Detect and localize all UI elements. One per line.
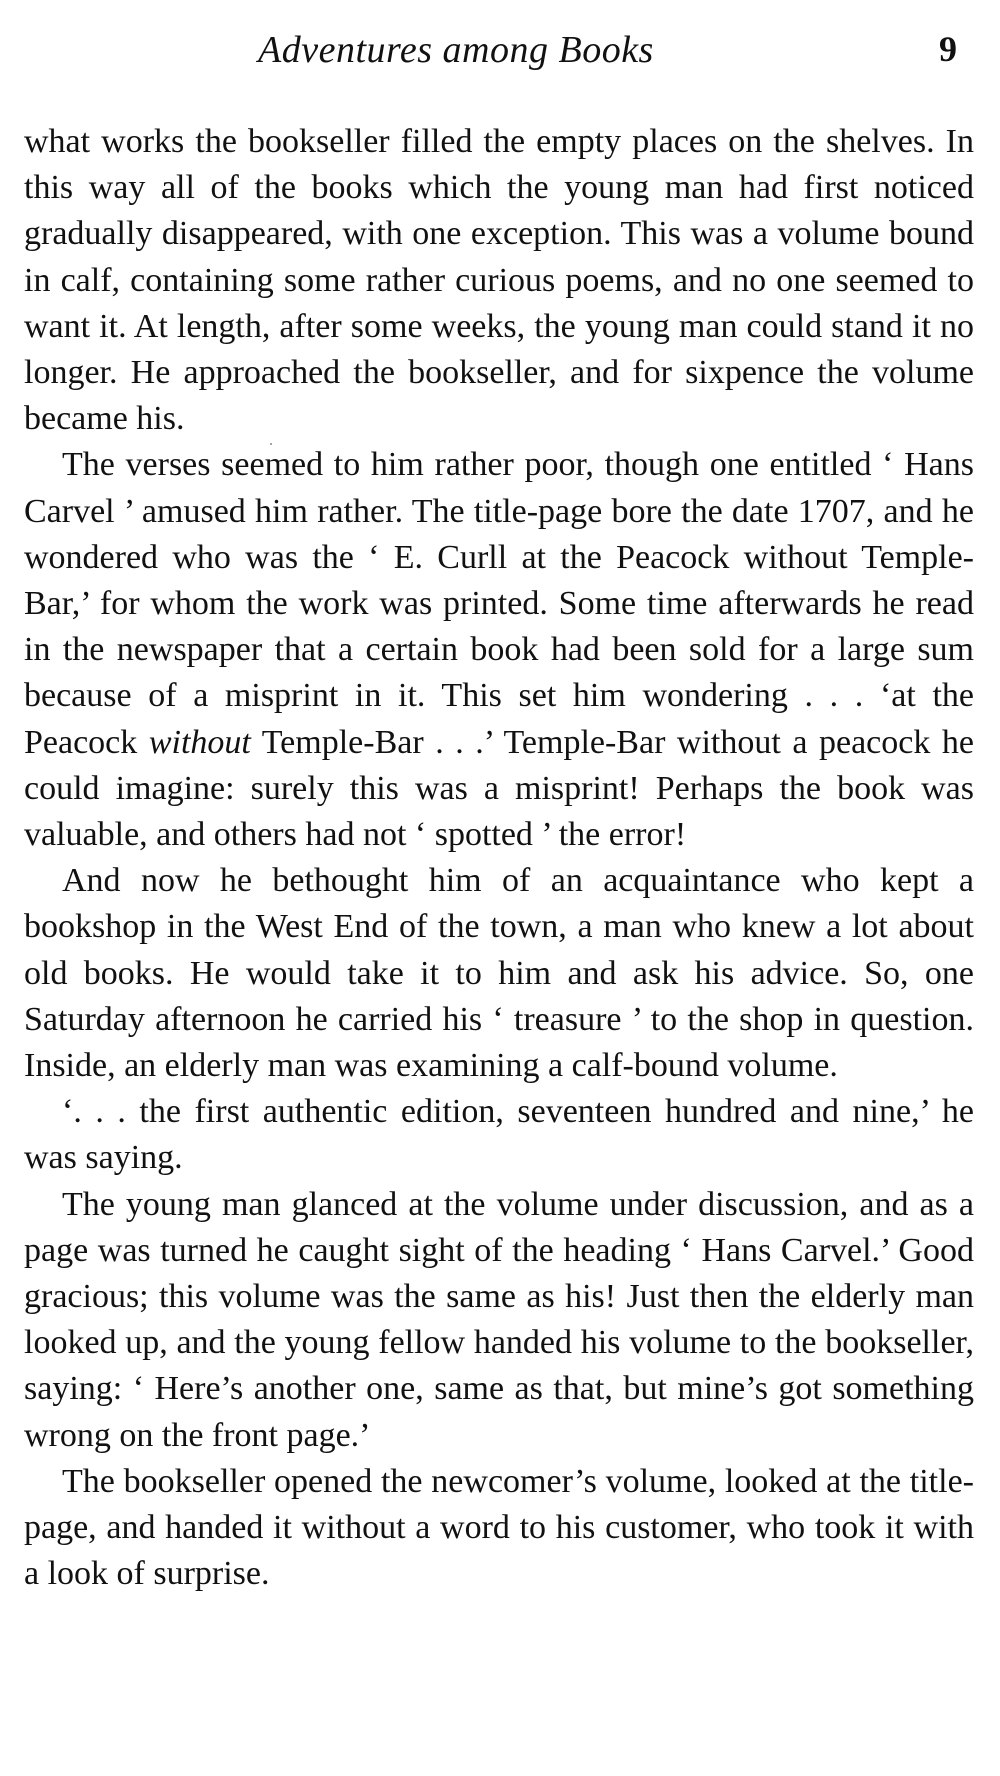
paragraph-continuation: what works the bookseller filled the empty places on the shelves. In this way all of the books which the young man had first noticed gradually disappeared, with one exception. This was a volume bound in calf, containing some rather curious poems, and no one seemed to want it. At length, after some weeks, the young man could stand it no longer. He approached the bookseller, and for sixpence the volume became his. — [24, 123, 974, 438]
paragraph-verses — [24, 442, 974, 858]
print-speck — [270, 443, 272, 445]
running-title: Adventures among Books — [258, 29, 654, 71]
paragraph-quote: ‘. . . the first authentic edition, seventeen hundred and nine,’ he was saying. — [24, 1093, 974, 1177]
paragraph-verses-start: The verses seemed to him rather poor, though one entitled ‘ Hans Carvel ’ amused him rather. The title-page bore the date 1707, and he wondered who was the ‘ E. Curll at the Peacock without Temple-Bar,’ for whom the work was printed. Some time afterwards he read in the newspaper that a certain book had been sold for a large sum because of a misprint in it. This set him wondering . . . ‘at the Peacock — [24, 446, 974, 761]
paragraph-young-man: The young man glanced at the volume under discussion, and as a page was turned he caught sight of the heading ‘ Hans Carvel.’ Good gracious; this volume was the same as his! Just then the elderly man looked up, and the young fellow handed his volume to the bookseller, saying: ‘ Here’s another one, same as that, but mine’s got something wrong on the front page.’ — [24, 1185, 974, 1454]
page-number: 9 — [939, 29, 957, 69]
body-text — [24, 119, 974, 1598]
running-head — [0, 28, 1000, 88]
emphasis-without: without — [148, 723, 251, 761]
paragraph-verses-end: Temple-Bar . . .’ Temple-Bar without a peacock he could imagine: surely this was a misprint! Perhaps the book was valuable, and others had not ‘ spotted ’ the error! — [24, 723, 974, 854]
paragraph-bookshop: And now he bethought him of an acquaintance who kept a bookshop in the West End of the town, a man who knew a lot about old books. He would take it to him and ask his advice. So, one Saturday afternoon he carried his ‘ treasure ’ to the shop in question. Inside, an elderly man was examining a calf-bound volume. — [24, 862, 974, 1085]
paragraph-bookseller: The bookseller opened the newcomer’s volume, looked at the title-page, and handed it without a word to his customer, who took it with a look of surprise. — [24, 1462, 974, 1593]
